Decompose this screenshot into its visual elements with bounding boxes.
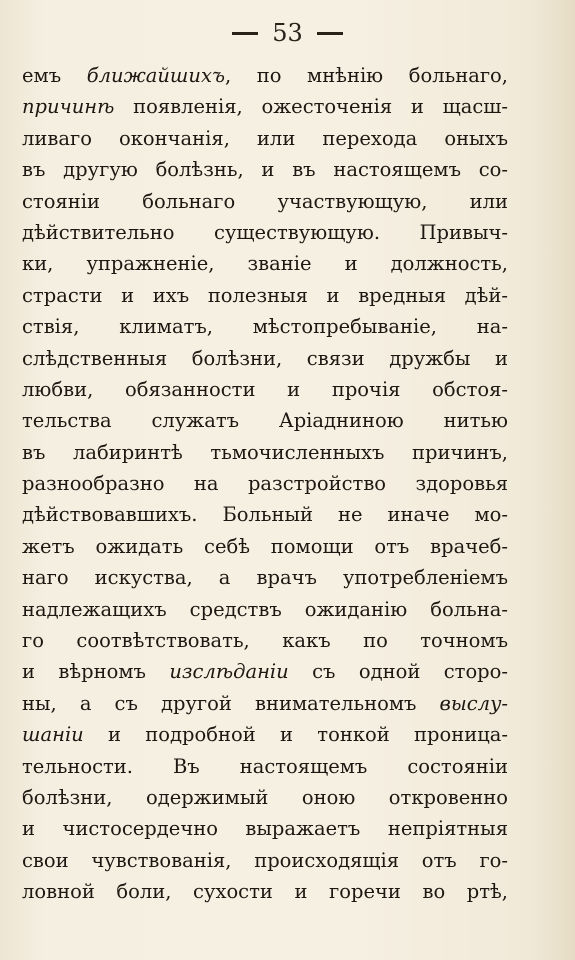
text-line <box>22 499 508 530</box>
text-segment: надлежащихъ средствъ ожиданію больна- <box>22 597 508 621</box>
text-segment: страсти и ихъ полезныя и вредныя дѣй- <box>22 283 508 307</box>
page-header <box>0 16 575 50</box>
italic-phrase: причинѣ <box>22 95 115 119</box>
header-dash-left <box>232 32 258 35</box>
text-line <box>22 123 508 154</box>
text-segment: свои чувствованія, происходящія отъ го- <box>22 848 508 872</box>
text-line <box>22 656 508 687</box>
text-segment: разнообразно на разстройство здоровья <box>22 472 508 496</box>
text-line <box>22 688 508 719</box>
text-segment: стояніи больнаго участвующую, или <box>22 189 508 213</box>
text-segment: любви, обязанности и прочія обстоя- <box>22 377 508 401</box>
text-line <box>22 405 508 436</box>
text-line <box>22 531 508 562</box>
text-line <box>22 217 508 248</box>
text-segment: съ одной сторо- <box>288 660 508 684</box>
text-line <box>22 719 508 750</box>
text-segment: болѣзни, одержимый оною откровенно <box>22 785 508 809</box>
text-segment: ствія, климатъ, мѣстопребываніе, на- <box>22 315 508 339</box>
italic-phrase: шаніи <box>22 723 84 747</box>
text-line <box>22 280 508 311</box>
text-line <box>22 594 508 625</box>
text-segment: и подробной и тонкой проница- <box>83 723 508 747</box>
text-segment: ловной боли, сухости и горечи во ртѣ, <box>22 880 508 904</box>
text-line <box>22 311 508 342</box>
text-line <box>22 562 508 593</box>
text-segment: ки, упражненіе, званіе и должность, <box>22 252 508 276</box>
header-dash-right <box>317 32 343 35</box>
text-segment: въ лабиринтѣ тьмочисленныхъ причинъ, <box>22 440 508 464</box>
text-line <box>22 186 508 217</box>
text-segment: , по мнѣнію больнаго, <box>224 64 508 87</box>
page-body-text <box>22 60 508 908</box>
text-line <box>22 782 508 813</box>
text-segment: появленія, ожесточенія и щасш- <box>114 95 508 119</box>
text-segment: и чистосердечно выражаетъ непріятныя <box>22 817 508 841</box>
page-number: 53 <box>272 19 303 47</box>
italic-phrase: выслу- <box>439 691 508 715</box>
text-line <box>22 248 508 279</box>
text-segment: жетъ ожидать себѣ помощи отъ врачеб- <box>22 534 508 558</box>
text-line <box>22 60 508 91</box>
text-line <box>22 154 508 185</box>
text-segment: емъ <box>22 64 87 87</box>
text-line <box>22 751 508 782</box>
italic-phrase: ближайшихъ <box>86 64 225 87</box>
text-segment: наго искуства, а врачъ употребленіемъ <box>22 566 508 590</box>
text-line <box>22 845 508 876</box>
text-segment: и вѣрномъ <box>22 660 170 684</box>
text-line <box>22 625 508 656</box>
text-line <box>22 91 508 122</box>
text-line <box>22 468 508 499</box>
text-segment: ны, а съ другой внимательномъ <box>22 691 440 715</box>
text-segment: тельства служатъ Аріадниною нитью <box>22 409 508 433</box>
text-line <box>22 813 508 844</box>
text-segment: дѣйствительно существующую. Привыч- <box>22 220 508 244</box>
text-segment: тельности. Въ настоящемъ состояніи <box>22 754 508 778</box>
text-line <box>22 437 508 468</box>
text-segment: ливаго окончанія, или перехода оныхъ <box>22 126 508 150</box>
text-segment: въ другую болѣзнь, и въ настоящемъ со- <box>22 158 508 182</box>
text-line <box>22 876 508 907</box>
text-segment: дѣйствовавшихъ. Больный не иначе мо- <box>22 503 508 527</box>
text-line <box>22 343 508 374</box>
text-segment: слѣдственныя болѣзни, связи дружбы и <box>22 346 508 370</box>
italic-phrase: изслѣданіи <box>169 660 289 684</box>
text-line <box>22 374 508 405</box>
text-segment: го соотвѣтствовать, какъ по точномъ <box>22 629 508 653</box>
